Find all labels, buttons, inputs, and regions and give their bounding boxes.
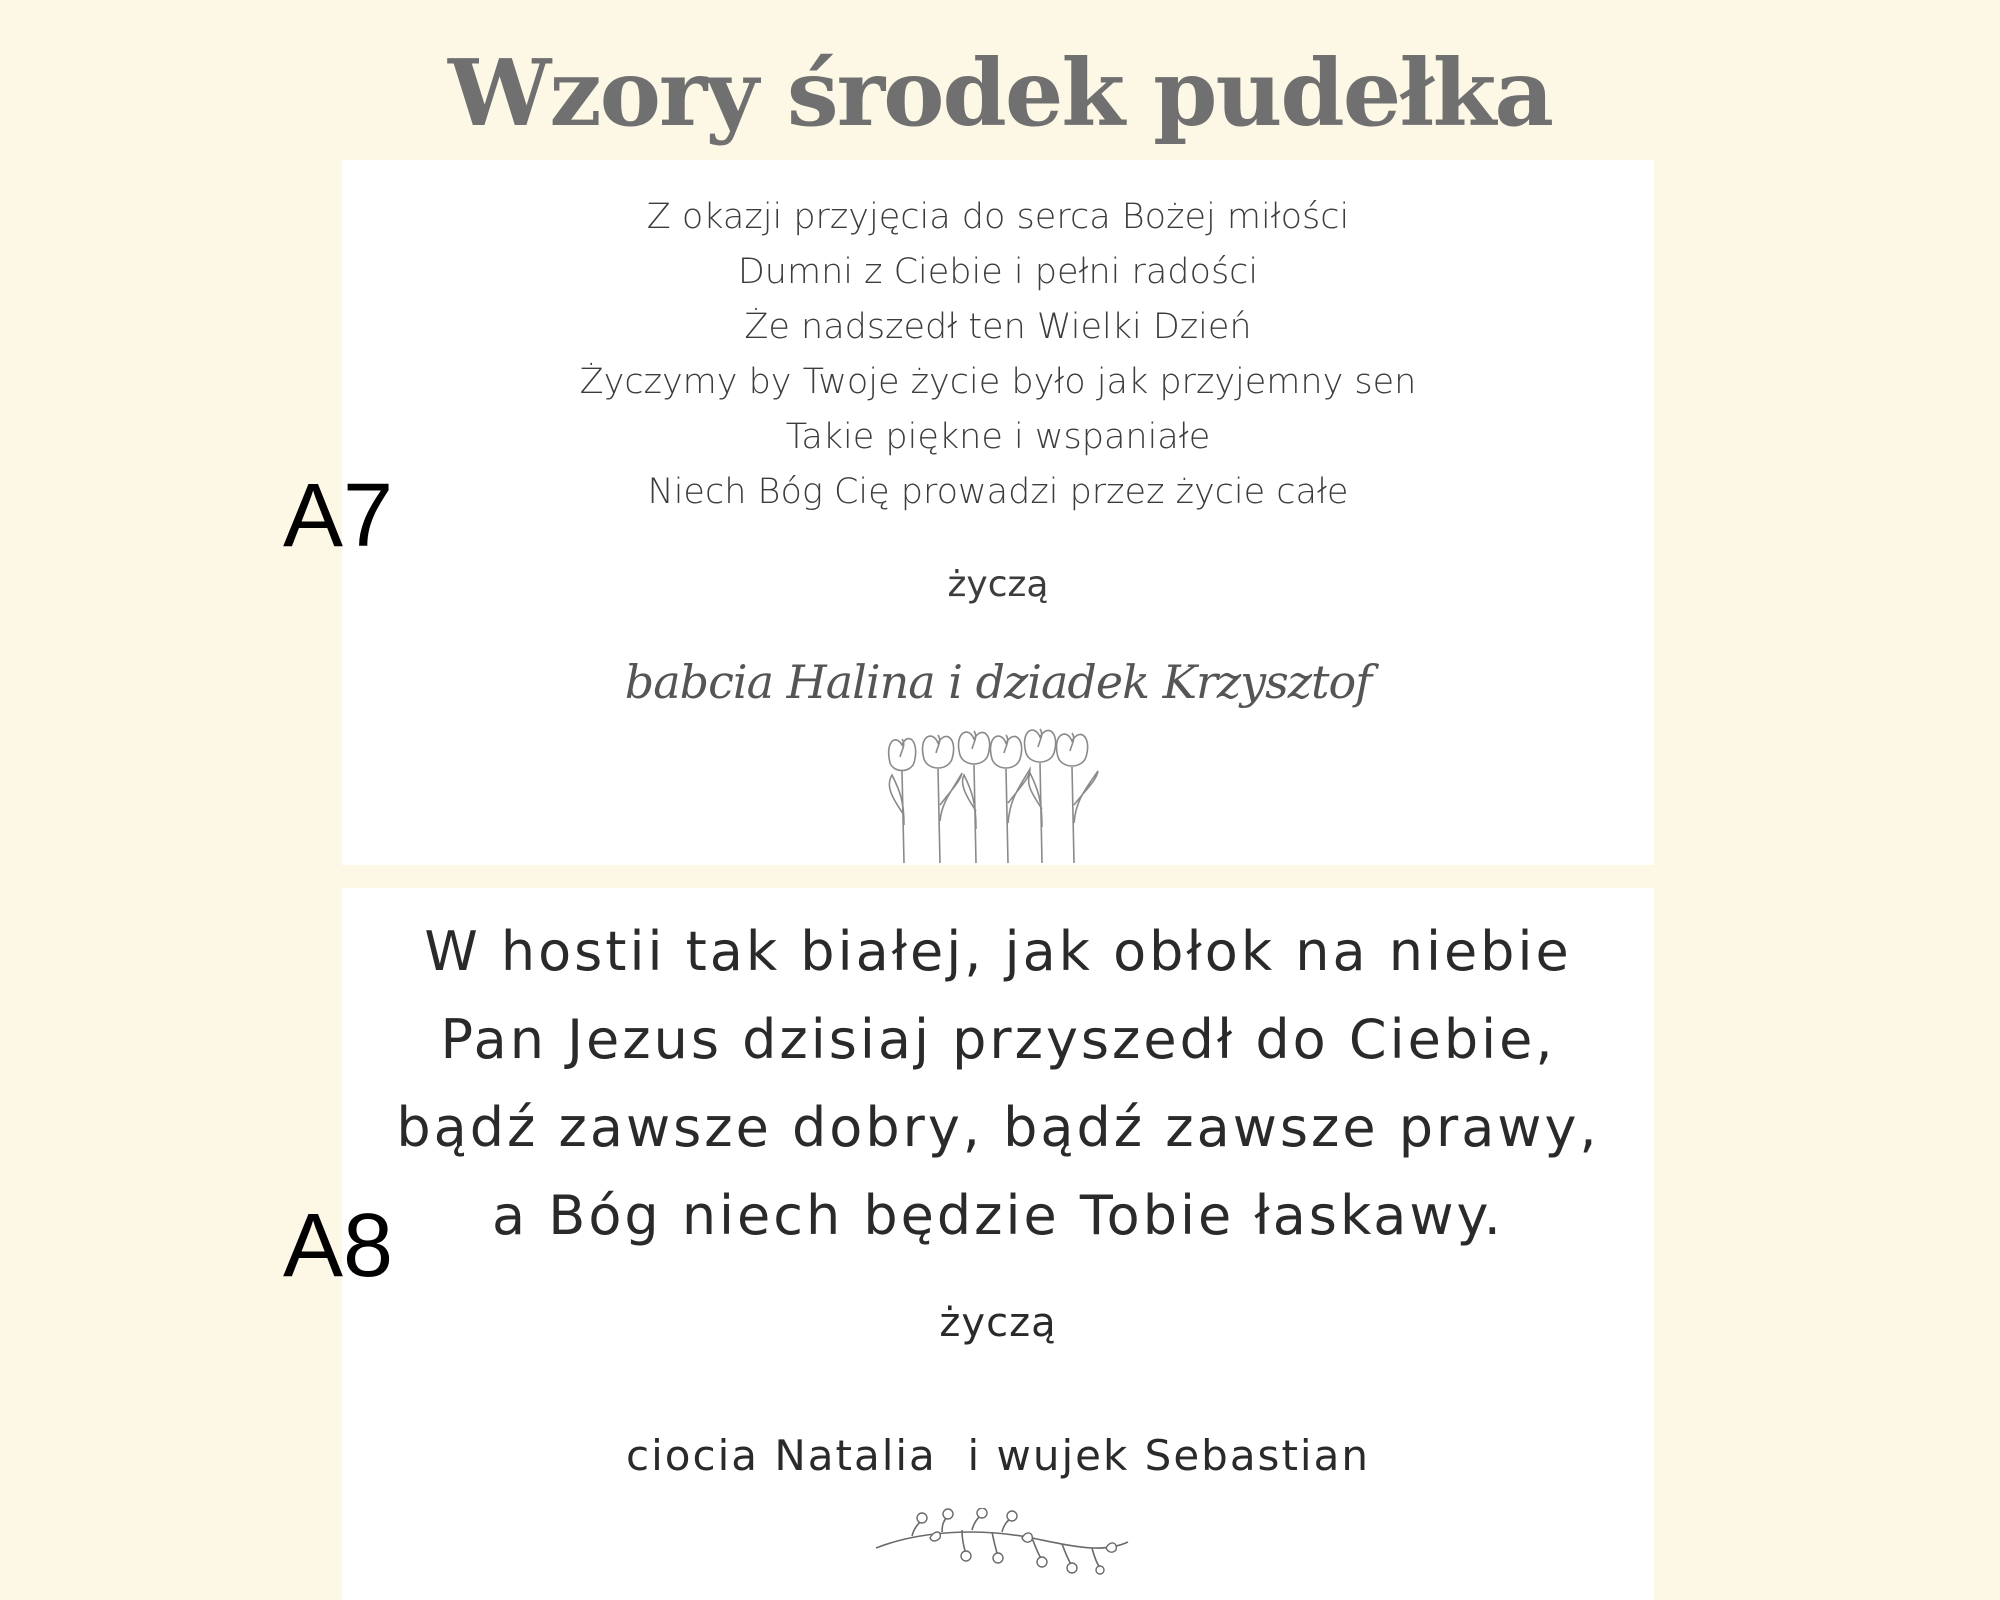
poem-line: Z okazji przyjęcia do serca Bożej miłości [646, 197, 1350, 237]
poem-line: Życzymy by Twoje życie było jak przyjemny sen [579, 362, 1417, 402]
wish-text: życzą [939, 1300, 1057, 1346]
design-label-a8: A8 [283, 1196, 394, 1296]
page-title: Wzory środek pudełka [448, 39, 1552, 147]
tulips-icon [880, 725, 1120, 865]
poem-a7 [342, 190, 1654, 520]
poem-line: bądź zawsze dobry, bądź zawsze prawy, [396, 1096, 1600, 1159]
poem-line: W hostii tak białej, jak obłok na niebie [424, 920, 1572, 983]
floral-branch-icon [872, 1508, 1132, 1578]
design-card-a8 [342, 888, 1654, 1600]
poem-line: Że nadszedł ten Wielki Dzień [744, 307, 1252, 347]
design-card-a7 [342, 160, 1654, 865]
poem-line: Pan Jezus dzisiaj przyszedł do Ciebie, [440, 1008, 1556, 1071]
poem-line: a Bóg niech będzie Tobie łaskawy. [492, 1184, 1504, 1247]
signature: ciocia Natalia i wujek Sebastian [626, 1431, 1370, 1480]
poem-line: Niech Bóg Cię prowadzi przez życie całe [647, 472, 1349, 512]
poem-a8 [342, 908, 1654, 1260]
wish-text: życzą [947, 564, 1049, 605]
poem-line: Dumni z Ciebie i pełni radości [737, 252, 1259, 292]
signature: babcia Halina i dziadek Krzysztof [624, 655, 1372, 709]
design-label-a7: A7 [283, 466, 394, 566]
poem-line: Takie piękne i wspaniałe [785, 417, 1211, 457]
